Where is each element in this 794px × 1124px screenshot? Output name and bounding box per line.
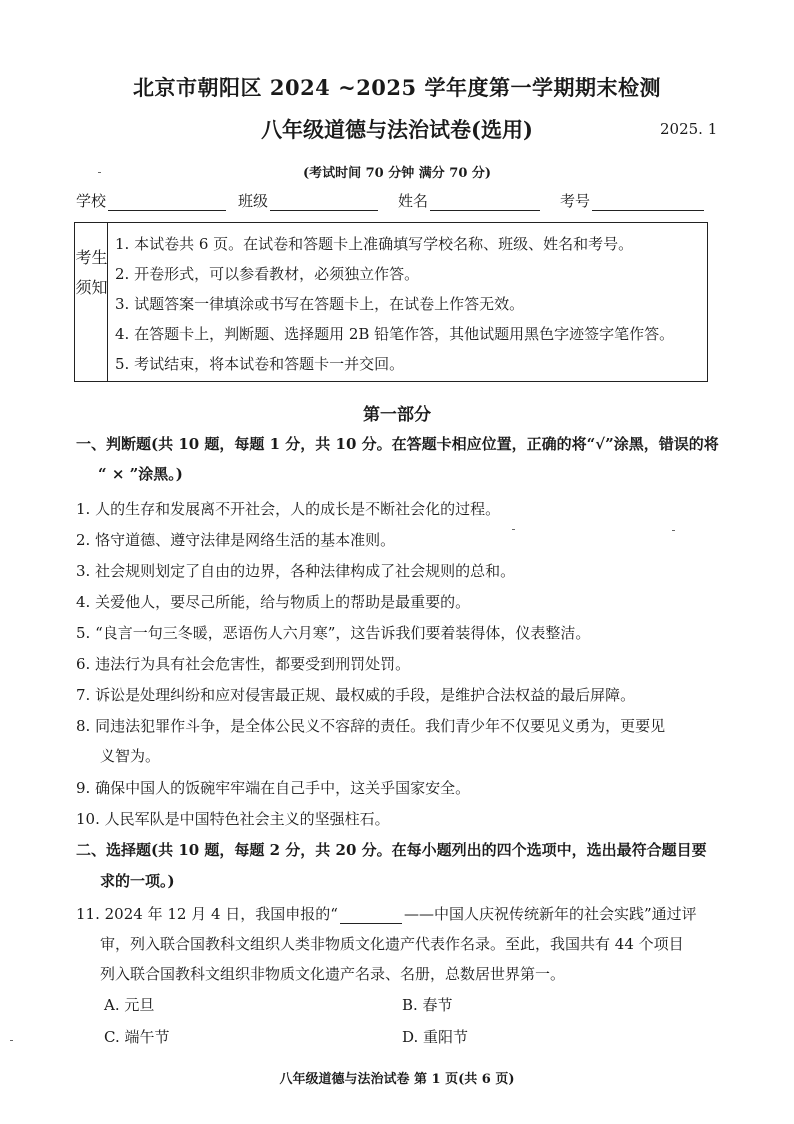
class-blank — [270, 194, 378, 211]
notice-item: 1. 本试卷共 6 页。在试卷和答题卡上准确填写学校名称、班级、姓名和考号。 — [115, 235, 634, 253]
section2-instructions-cont: 求的一项。) — [100, 872, 175, 890]
exam-number-label: 考号 — [560, 192, 591, 210]
question-11-line2: 审，列入联合国教科文组织人类非物质文化遗产代表作名录。至此，我国共有 44 个项目 — [100, 935, 684, 953]
question-11-blank — [340, 907, 402, 924]
question-11-line3: 列入联合国教科文组织非物质文化遗产名录、名册，总数居世界第一。 — [100, 965, 566, 983]
section2-instructions: 二、选择题(共 10 题，每题 2 分，共 20 分。在每小题列出的四个选项中，选出最符合题目要 — [76, 841, 707, 859]
scan-speck — [98, 172, 101, 173]
class-field — [238, 190, 378, 211]
school-blank — [108, 194, 226, 211]
question-11-prefix: 11. 2024 年 12 月 4 日，我国申报的“ — [76, 905, 338, 923]
question-7: 7. 诉讼是处理纠纷和应对侵害最正规、最权威的手段，是维护合法权益的最后屏障。 — [76, 686, 636, 704]
school-field — [76, 190, 226, 211]
option-c: C. 端午节 — [104, 1028, 170, 1046]
section1-instructions: 一、判断题(共 10 题，每题 1 分，共 10 分。在答题卡相应位置，正确的将“√”涂黑，错误的将 — [76, 435, 719, 453]
exam-number-blank — [592, 194, 704, 211]
scan-speck — [512, 529, 515, 530]
question-10: 10. 人民军队是中国特色社会主义的坚强柱石。 — [76, 810, 390, 828]
question-5: 5. “良言一句三冬暖，恶语伤人六月寒”，这告诉我们要着装得体，仪表整洁。 — [76, 624, 591, 642]
notice-item: 3. 试题答案一律填涂或书写在答题卡上，在试卷上作答无效。 — [115, 295, 525, 313]
question-9: 9. 确保中国人的饭碗牢牢端在自己手中，这关乎国家安全。 — [76, 779, 471, 797]
question-8-cont: 义智为。 — [100, 747, 161, 765]
notice-item: 2. 开卷形式，可以参看教材，必须独立作答。 — [115, 265, 420, 283]
exam-main-title: 北京市朝阳区 2024 ~2025 学年度第一学期期末检测 — [133, 75, 661, 100]
question-3: 3. 社会规则划定了自由的边界，各种法律构成了社会规则的总和。 — [76, 562, 516, 580]
option-d: D. 重阳节 — [402, 1028, 469, 1046]
question-11-suffix: ——中国人庆祝传统新年的社会实践”通过评 — [403, 905, 697, 923]
class-label: 班级 — [238, 192, 269, 210]
option-b: B. 春节 — [402, 996, 453, 1014]
question-1: 1. 人的生存和发展离不开社会，人的成长是不断社会化的过程。 — [76, 500, 501, 518]
notice-item: 4. 在答题卡上，判断题、选择题用 2B 铅笔作答，其他试题用黑色字迹签字笔作答。 — [115, 325, 675, 343]
question-4: 4. 关爱他人，要尽己所能，给与物质上的帮助是最重要的。 — [76, 593, 471, 611]
exam-time-score-info: (考试时间 70 分钟 满分 70 分) — [302, 166, 492, 181]
exam-date: 2025. 1 — [660, 120, 718, 138]
question-8: 8. 同违法犯罪作斗争，是全体公民义不容辞的责任。我们青少年不仅要见义勇为，更要见 — [76, 717, 666, 735]
exam-number-field — [560, 190, 704, 211]
notice-label-cell — [75, 223, 108, 381]
exam-subject-title: 八年级道德与法治试卷(选用) — [261, 117, 533, 142]
candidate-notice-box — [74, 222, 708, 382]
section1-instructions-cont: “ × ”涂黑。) — [98, 465, 183, 483]
part1-heading: 第一部分 — [363, 405, 431, 425]
scan-speck — [672, 530, 675, 531]
scan-speck — [10, 1040, 13, 1041]
question-6: 6. 违法行为具有社会危害性，都要受到刑罚处罚。 — [76, 655, 411, 673]
name-label: 姓名 — [398, 192, 429, 210]
option-a: A. 元旦 — [104, 996, 155, 1014]
notice-label: 考生须知 — [75, 248, 108, 297]
notice-item: 5. 考试结束，将本试卷和答题卡一并交回。 — [115, 355, 405, 373]
school-label: 学校 — [76, 192, 107, 210]
question-11 — [76, 903, 697, 924]
question-2: 2. 恪守道德、遵守法律是网络生活的基本准则。 — [76, 531, 396, 549]
page-footer: 八年级道德与法治试卷 第 1 页(共 6 页) — [279, 1072, 515, 1087]
name-blank — [430, 194, 540, 211]
name-field — [398, 190, 540, 211]
